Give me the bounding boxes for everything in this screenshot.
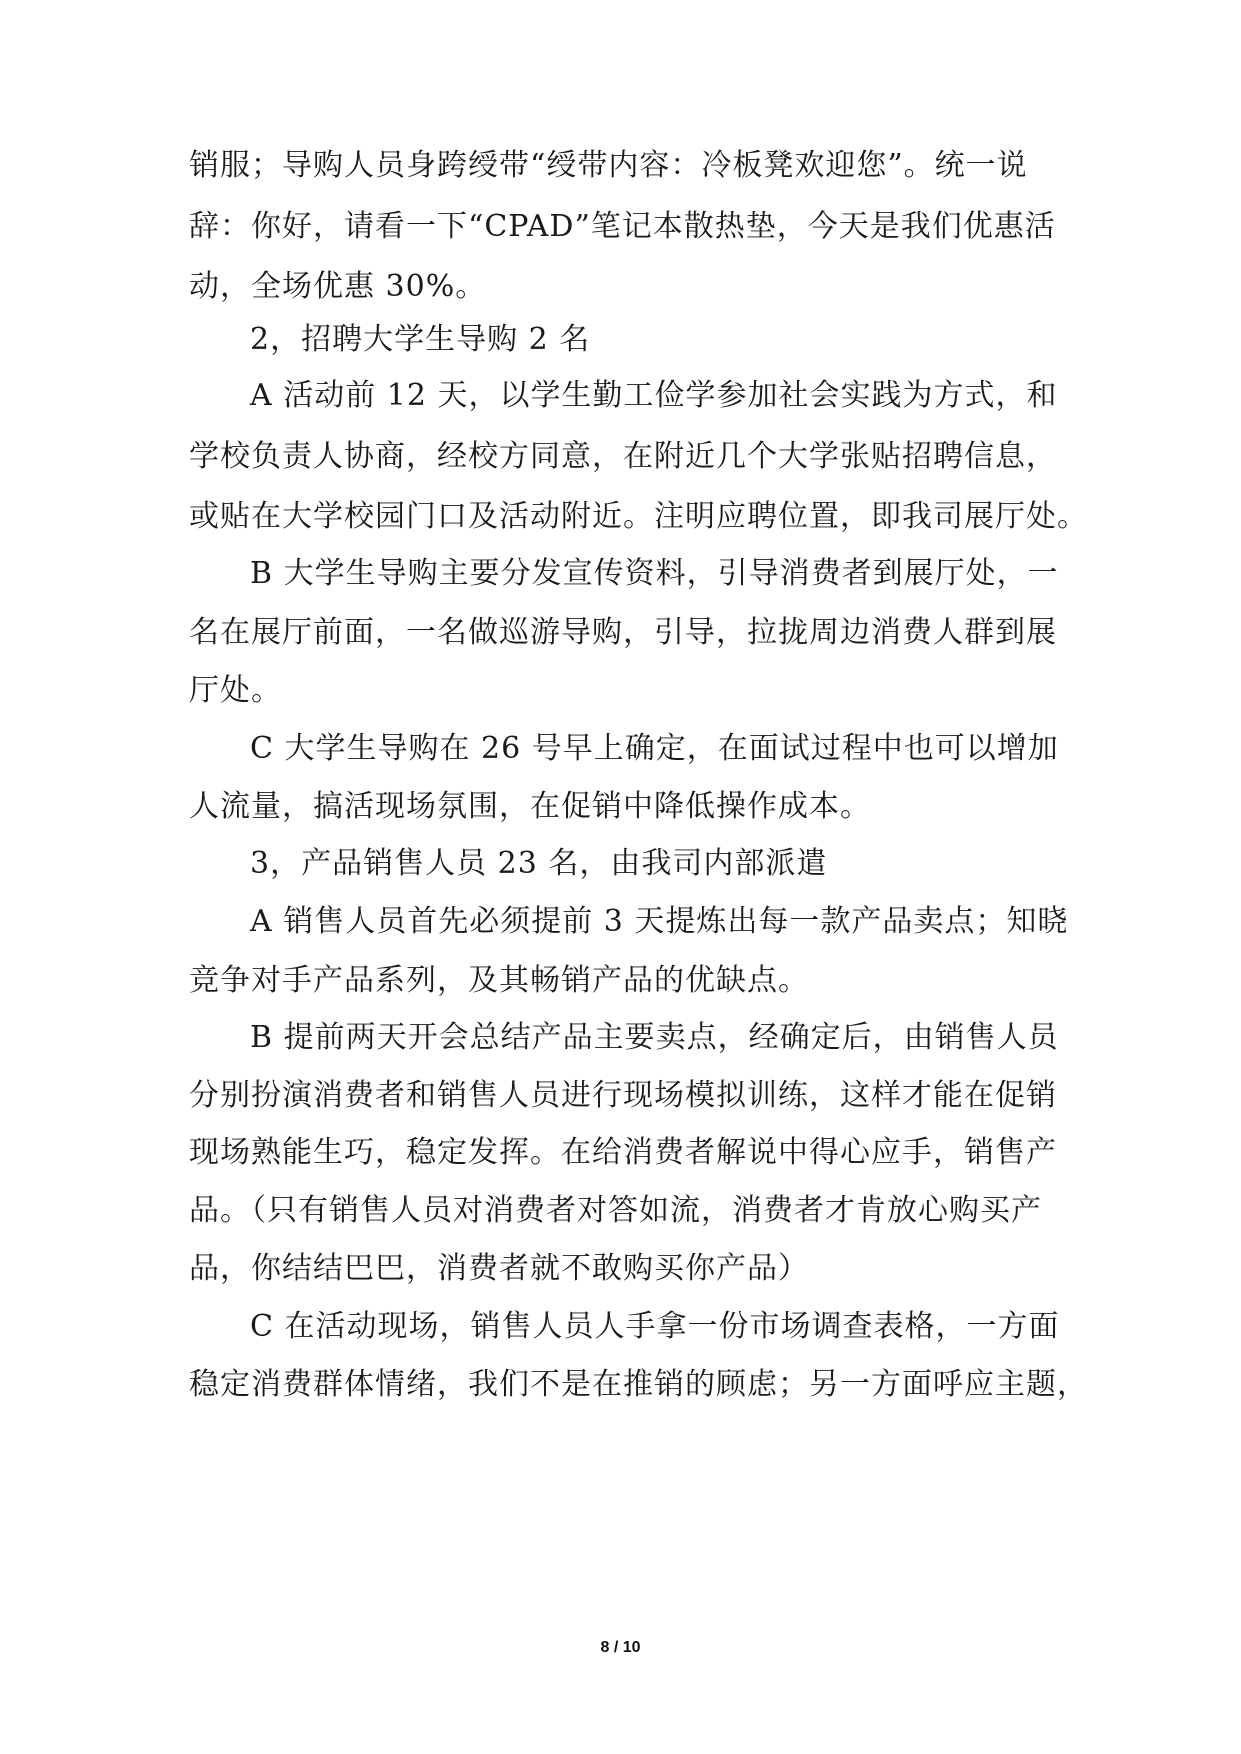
text-line: 学校负责人协商，经校方同意，在附近几个大学张贴招聘信息， bbox=[189, 439, 1057, 474]
section-heading: 2，招聘大学生导购 2 名 bbox=[250, 322, 591, 357]
text-line: 名在展厅前面，一名做巡游导购，引导，拉拢周边消费人群到展 bbox=[189, 615, 1057, 650]
text-line: 动，全场优惠 30%。 bbox=[189, 269, 487, 304]
text-line: 辞：你好，请看一下“CPAD”笔记本散热垫，今天是我们优惠活 bbox=[189, 209, 1056, 244]
text-line: 人流量，搞活现场氛围，在促销中降低操作成本。 bbox=[189, 789, 871, 824]
text-line: 竞争对手产品系列，及其畅销产品的优缺点。 bbox=[189, 963, 809, 998]
text-line: 现场熟能生巧，稳定发挥。在给消费者解说中得心应手，销售产 bbox=[189, 1135, 1057, 1170]
text-line: C 在活动现场，销售人员人手拿一份市场调查表格，一方面 bbox=[250, 1309, 1060, 1344]
text-line: 分别扮演消费者和销售人员进行现场模拟训练，这样才能在促销 bbox=[189, 1078, 1057, 1113]
text-line: A 活动前 12 天，以学生勤工俭学参加社会实践为方式，和 bbox=[250, 378, 1058, 413]
text-line: 或贴在大学校园门口及活动附近。注明应聘位置，即我司展厅处。 bbox=[189, 499, 1088, 534]
text-line: 品，你结结巴巴，消费者就不敢购买你产品） bbox=[189, 1251, 809, 1286]
section-heading: 3，产品销售人员 23 名，由我司内部派遣 bbox=[250, 846, 828, 881]
text-line: 稳定消费群体情绪，我们不是在推销的顾虑；另一方面呼应主题， bbox=[189, 1367, 1088, 1402]
page-number: 8 / 10 bbox=[600, 1639, 641, 1656]
text-line: 品。（只有销售人员对消费者对答如流，消费者才肯放心购买产 bbox=[189, 1193, 1042, 1228]
text-line: B 提前两天开会总结产品主要卖点，经确定后，由销售人员 bbox=[250, 1020, 1059, 1055]
text-line: 厅处。 bbox=[189, 673, 282, 708]
text-line: A 销售人员首先必须提前 3 天提炼出每一款产品卖点；知晓 bbox=[250, 904, 1069, 939]
text-line: B 大学生导购主要分发宣传资料，引导消费者到展厅处，一 bbox=[250, 556, 1059, 591]
text-line: C 大学生导购在 26 号早上确定，在面试过程中也可以增加 bbox=[250, 731, 1059, 766]
text-line: 销服；导购人员身跨绶带“绶带内容：冷板凳欢迎您”。统一说 bbox=[189, 148, 1028, 183]
